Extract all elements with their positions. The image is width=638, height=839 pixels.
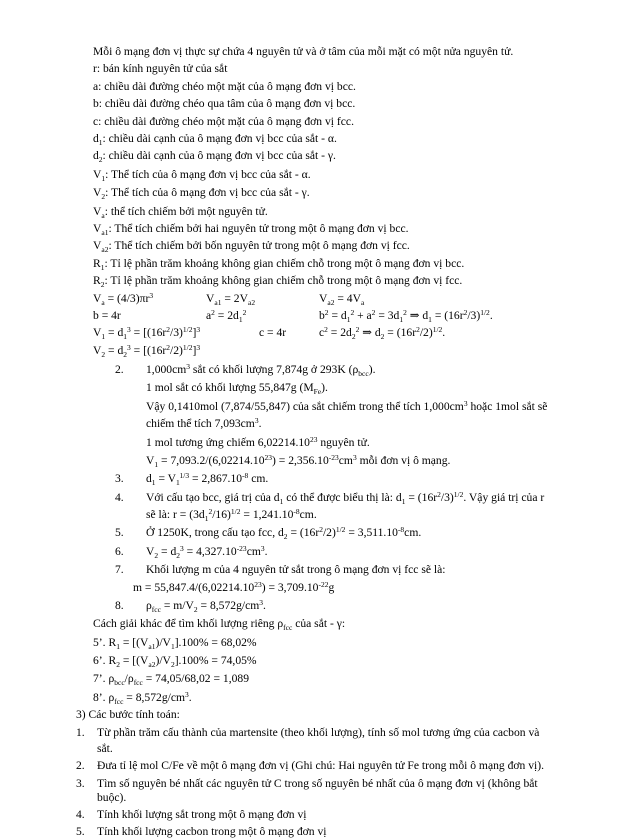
section-3-heading: 3) Các bước tính toán: <box>76 708 180 722</box>
formula-row-2 <box>93 309 633 323</box>
def-va2: $V_{a2}$: Thể tích chiếm bởi bốn nguyên tử trong một ô mạng đơn vị fcc. <box>93 239 410 255</box>
formula-v1: $V_1 = d_1^3 = [(16r^2/3)^{1/2}]^3$ <box>93 325 201 342</box>
def-d2: $d_2$: chiều dài cạnh của ô mạng đơn vị bcc của sắt - γ. <box>93 149 336 165</box>
step-2-line-1: $1,000cm^3$ sắt có khối lượng 7,874g ở 293K $(\rho_{bcc})$. <box>146 362 376 379</box>
def-d1: $d_1$: chiều dài cạnh của ô mạng đơn vị bcc của sắt - α. <box>93 132 337 147</box>
formula-va1: $V_{a1} = 2V_{a2}$ <box>206 291 256 307</box>
list-item-text: Tính khối lượng cacbon trong một ô mạng đơn vị <box>97 825 327 838</box>
list-item-text: Tính khối lượng sắt trong một ô mạng đơn vị <box>97 808 307 821</box>
step-number: 5. <box>115 526 124 540</box>
def-r1: $R_1$: Tỉ lệ phần trăm khoảng không gian chiếm chỗ trong một ô mạng đơn vị bcc. <box>93 256 465 272</box>
formula-c2: $c^2 = 2d_2^2$ ⇒ $d_2 = (16r^2/2)^{1/2}$. <box>319 325 446 342</box>
step-2-line-6: $V_1 = 7,093.2/(6,02214.10^{23}) = 2,356.10^{-23}cm^3$ mỗi đơn vị ô mạng. <box>146 452 451 469</box>
list-item-text: Từ phần trăm cấu thành của martensite (theo khối lượng), tính số mol tương ứng của cacbon và <box>97 725 540 739</box>
def-c <box>93 115 354 129</box>
alt-step-5: 5’. $R_1 = [(V_{a1})/V_1].100\% = 68,02\%$ <box>93 635 257 651</box>
def-v2: $V_2$: Thể tích của ô mạng đơn vị bcc của sắt - γ. <box>93 186 310 202</box>
def-a <box>93 80 356 94</box>
step-2-line-2: 1 mol sắt có khối lượng 55,847g $(M_{Fe})$. <box>146 381 328 397</box>
def-v1: $V_1$: Thể tích của ô mạng đơn vị bcc của sắt - α. <box>93 167 311 183</box>
list-item-number: 2. <box>76 759 85 773</box>
def-r-text: r: bán kính nguyên tử của sắt <box>93 62 228 76</box>
step-2-line-4: chiếm thể tích $7,093cm^3$. <box>146 416 262 431</box>
step-6-line: $V_2 = d_2^3 = 4,327.10^{-23}cm^3$. <box>146 543 268 560</box>
alt-step-7: 7’. $\rho_{bcc}/\rho_{fcc} = 74,05/68,02 = 1,089$ <box>93 672 249 688</box>
formula-b2: $b^2 = d_1^2 + a^2 = 3d_1^2$ ⇒ $d_1 = (16r^2/3)^{1/2}$. <box>319 307 493 324</box>
alt-step-8: 8’. $\rho_{fcc} = 8,572g/cm^3$. <box>93 689 192 706</box>
intro-text: Mỗi ô mạng đơn vị thực sự chứa 4 nguyên tử và ở tâm của mỗi mặt có một nửa nguyên tử. <box>93 45 514 58</box>
alt-step-6: 6’. $R_2 = [(V_{a2})/V_2].100\% = 74,05\%$ <box>93 654 257 670</box>
step-number: 6. <box>115 544 124 558</box>
step-8-line: $\rho_{fcc} = m/V_2 = 8,572g/cm^3$. <box>146 597 266 614</box>
def-b-text: b: chiều dài đường chéo qua tâm của ô mạng đơn vị bcc. <box>93 97 356 111</box>
def-c-text: c: chiều dài đường chéo một mặt của ô mạng đơn vị fcc. <box>93 114 354 128</box>
def-r2: $R_2$: Tỉ lệ phần trăm khoảng không gian chiếm chỗ trong một ô mạng đơn vị fcc. <box>93 274 463 290</box>
def-a-text: a: chiều dài đường chéo một mặt của ô mạng đơn vị bcc. <box>93 79 356 93</box>
list-item-number: 5. <box>76 825 85 838</box>
alt-heading: Cách giải khác để tìm khối lượng riêng $\rho_{fcc}$ của sắt - γ: <box>93 617 346 633</box>
def-b <box>93 97 355 111</box>
def-va: $V_a$: thể tích chiếm bởi một nguyên tử. <box>93 204 268 220</box>
step-7-line-2: $m = 55,847.4/(6,02214.10^{23}) = 3,709.10^{-22}g$ <box>133 579 335 594</box>
def-r <box>93 62 227 76</box>
step-4-line-1: Với cấu tạo bcc, giá trị của $d_1$ có thể được biểu thị là: $d_1 = (16r^2/3)^{1/2}$. Vậy giá trị của r <box>146 489 545 506</box>
formula-c: c = 4r <box>259 326 287 340</box>
step-3-line: $d_1 = V_1^{1/3} = 2,867.10^{-8}$ cm. <box>146 471 269 488</box>
step-2-line-3: Vậy 0,1410mol (7,874/55,847) của sắt chiếm trong thể tích $1,000cm^3$ hoặc 1mol sắt sẽ <box>146 398 548 413</box>
list-item-text: sắt. <box>97 741 113 755</box>
list-item-number: 4. <box>76 808 85 821</box>
list-item-number: 3. <box>76 776 85 790</box>
formula-row-1 <box>93 292 633 306</box>
step-2-line-5: 1 mol tương ứng chiếm 6,02214.10$^{23}$ nguyên tử. <box>146 434 370 449</box>
formula-b: b = 4r <box>93 308 121 322</box>
step-number: 2. <box>115 363 124 377</box>
list-item-text: Đưa tỉ lệ mol C/Fe về một ô mạng đơn vị (Ghi chú: Hai nguyên tử Fe trong mỗi ô mạng đơn vị). <box>97 759 544 773</box>
formula-va2: $V_{a2} = 4V_a$ <box>319 291 365 307</box>
step-number: 3. <box>115 472 124 486</box>
list-item-text: buộc). <box>97 791 127 805</box>
formula-va: $V_a = (4/3)\pi r^3$ <box>93 290 154 307</box>
step-number: 8. <box>115 598 124 612</box>
def-va1: $V_{a1}$: Thể tích chiếm bởi hai nguyên tử trong một ô mạng đơn vị bcc. <box>93 221 409 237</box>
formula-row-3 <box>93 326 633 340</box>
list-item-text: Tìm số nguyên bé nhất các nguyên tử C trong số nguyên bé nhất của ô mạng đơn vị (không bắt <box>97 776 538 790</box>
step-4-line-2: sẽ là: $r = (3d_1^2/16)^{1/2} = 1,241.10^{-8}cm$. <box>146 507 317 524</box>
formula-a2: $a^2 = 2d_1^2$ <box>206 307 247 324</box>
formula-v2: $V_2 = d_2^3 = [(16r^2/2)^{1/2}]^3$ <box>93 342 201 359</box>
intro-line <box>93 45 513 59</box>
step-7-line-1: Khối lượng m của 4 nguyên tử sắt trong ô mạng đơn vị fcc sẽ là: <box>146 563 446 577</box>
step-number: 7. <box>115 563 124 577</box>
list-item-number: 1. <box>76 725 85 739</box>
step-5-line: Ở 1250K, trong cấu tạo fcc, $d_2 = (16r^2/2)^{1/2} = 3,511.10^{-8}cm$. <box>146 525 422 542</box>
step-number: 4. <box>115 490 124 504</box>
